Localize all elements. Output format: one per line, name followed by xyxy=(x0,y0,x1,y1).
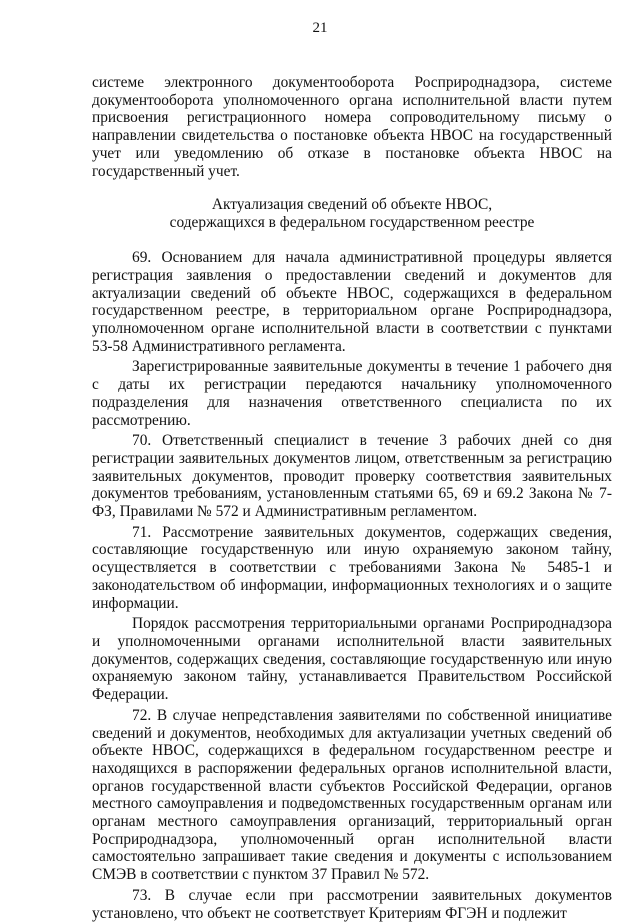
paragraph-73: 73. В случае если при рассмотрении заявительных документов установлено, что объект не соответствует Критериям ФГЭН и подлежит xyxy=(92,886,612,922)
paragraph-71: 71. Рассмотрение заявительных документов, содержащих сведения, составляющие государственную или иную охраняемую законом тайну, осуществляется в соответствии с требованиями Закона № 5485-1 и законодательством об информации, информационных технологиях и о защите информации. xyxy=(92,523,612,612)
paragraph-71-procedure: Порядок рассмотрения территориальными органами Росприроднадзора и уполномоченными органами исполнительной власти заявительных документов, содержащих сведения, составляющие государственную или иную охраняемую законом тайну, устанавливается Правительством Российской Федерации. xyxy=(92,615,612,704)
paragraph-69-registration: Зарегистрированные заявительные документы в течение 1 рабочего дня с даты их регистрации передаются начальнику уполномоченного подразделения для назначения ответственного специалиста по их рассмотрению. xyxy=(92,358,612,429)
section-heading-line-2: содержащихся в федеральном государственном реестре xyxy=(169,213,535,231)
page-number: 21 xyxy=(312,20,328,36)
paragraph-70: 70. Ответственный специалист в течение 3 рабочих дней со дня регистрации заявительных документов лицом, ответственным за регистрацию заявительных документов, проводит проверку соответствия заявительных документов требованиям, установленным статьями 65, 69 и 69.2 Закона № 7-ФЗ, Правилами № 572 и Административным регламентом. xyxy=(92,432,612,521)
section-heading-line-1: Актуализация сведений об объекте НВОС, xyxy=(211,196,493,214)
section-heading xyxy=(92,196,612,231)
paragraph-72: 72. В случае непредставления заявителями по собственной инициативе сведений и документов, необходимых для актуализации учетных сведений об объекте НВОС, содержащихся в федеральном государственном реестре и находящихся в распоряжении федеральных органов исполнительной власти, органов государственной власти субъектов Российской Федерации, органов местного самоуправления и подведомственных государственным органам или органам местного самоуправления организаций, территориальный орган Росприроднадзора, уполномоченный орган исполнительной власти самостоятельно запрашивает такие сведения и документы с использованием СМЭВ в соответствии с пунктом 37 Правил № 572. xyxy=(92,706,612,884)
paragraph-continued: системе электронного документооборота Росприроднадзора, системе документооборота уполномоченного органа исполнительной власти путем присвоения регистрационного номера сопроводительному письму о направлении свидетельства о постановке объекта НВОС на государственный учет или уведомлению об отказе в постановке объекта НВОС на государственный учет. xyxy=(92,74,612,180)
document-body xyxy=(92,74,612,922)
paragraph-69: 69. Основанием для начала административной процедуры является регистрация заявления о предоставлении сведений и документов для актуализации сведений об объекте НВОС, содержащихся в федеральном государственном реестре, в территориальном органе Росприроднадзора, уполномоченном органе исполнительной власти в соответствии с пунктами 53-58 Административного регламента. xyxy=(92,249,612,355)
